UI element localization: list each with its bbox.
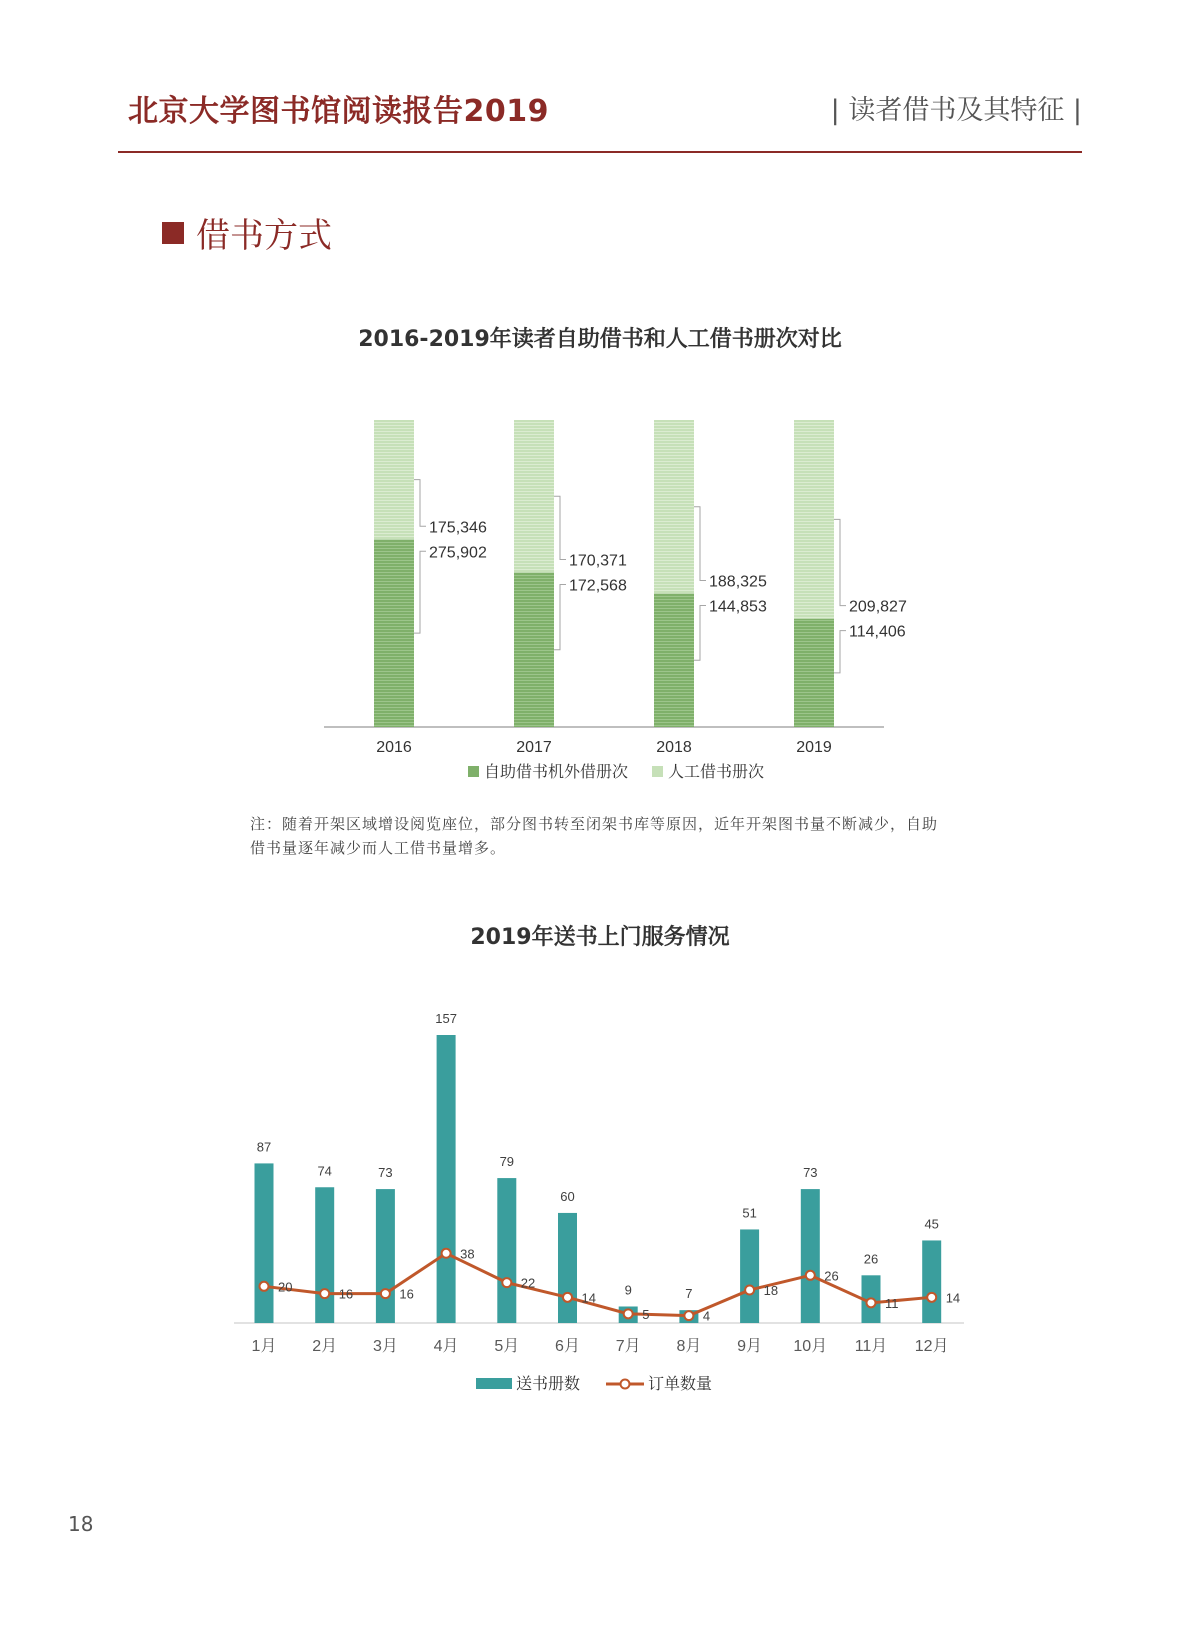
chart1-bar-manual-2017 xyxy=(514,420,554,573)
chart2-orders-point-2 xyxy=(320,1289,329,1298)
chart2-orders-label-3: 16 xyxy=(399,1286,414,1302)
chart2-xtick-4: 4月 xyxy=(433,1338,459,1355)
chart1-legend-swatch-manual xyxy=(652,766,663,777)
chart2-bar-label-3: 73 xyxy=(378,1165,393,1181)
chart2-orders-point-6 xyxy=(563,1293,572,1302)
chart1-xtick-2017: 2017 xyxy=(516,739,552,756)
chart2-bar-label-5: 79 xyxy=(499,1154,515,1170)
chart2-bar-label-8: 7 xyxy=(685,1286,693,1302)
chart1-xtick-2018: 2018 xyxy=(656,739,692,756)
chart1-label-self-2017: 172,568 xyxy=(569,577,627,595)
chart1-label-manual-2019: 209,827 xyxy=(849,598,907,616)
chart2-orders-label-11: 11 xyxy=(885,1295,899,1311)
chart2-xtick-11: 11月 xyxy=(854,1338,888,1355)
report-title: 北京大学图书馆阅读报告2019 xyxy=(128,94,549,129)
chart2-bar-label-2: 74 xyxy=(317,1163,332,1179)
chart1-xtick-2016: 2016 xyxy=(376,739,412,756)
chart2-orders-point-5 xyxy=(502,1278,511,1287)
chart2-xtick-2: 2月 xyxy=(312,1338,338,1355)
chart2-orders-label-8: 4 xyxy=(702,1308,711,1324)
chart2-orders-point-11 xyxy=(867,1298,876,1307)
chart2-orders-label-12: 14 xyxy=(945,1290,961,1306)
chart1-leader-self-2016 xyxy=(414,551,426,633)
chart2-bar-label-4: 157 xyxy=(435,1011,457,1026)
chart2-xtick-12: 12月 xyxy=(914,1338,949,1355)
chart1-label-self-2019: 114,406 xyxy=(849,623,906,641)
chart2-legend-swatch-books xyxy=(476,1378,512,1389)
chart2-orders-label-2: 16 xyxy=(338,1286,354,1302)
chart1-legend-swatch-self xyxy=(468,766,479,777)
chart2-orders-point-4 xyxy=(442,1249,451,1258)
chart1-xtick-2019: 2019 xyxy=(796,739,832,756)
chart2-xtick-3: 3月 xyxy=(372,1338,398,1355)
chart2-bar-12 xyxy=(922,1240,941,1323)
chart2-orders-point-10 xyxy=(806,1271,815,1280)
chart2-bar-label-9: 51 xyxy=(742,1205,757,1221)
chart1-leader-manual-2016 xyxy=(414,480,426,527)
chart2-orders-line xyxy=(264,1253,932,1315)
chart2-bar-label-12: 45 xyxy=(924,1216,939,1232)
chart2-orders-point-12 xyxy=(927,1293,936,1302)
chart2-bar-3 xyxy=(376,1189,395,1323)
chart1-leader-self-2017 xyxy=(554,585,566,650)
chart2-xtick-9: 9月 xyxy=(737,1338,763,1355)
chart1-label-manual-2016: 175,346 xyxy=(429,519,487,537)
chart2-legend-orders: 订单数量 xyxy=(648,1376,713,1393)
chart2-orders-label-6: 14 xyxy=(581,1290,596,1306)
chart1-note: 注：随着开架区域增设阅览座位，部分图书转至闭架书库等原因，近年开架图书量不断减少，自助借书量逐年减少而人工借书量增多。 xyxy=(250,815,939,857)
chart2-xtick-7: 7月 xyxy=(615,1338,641,1355)
chart2-orders-point-7 xyxy=(624,1309,633,1318)
chart2-orders-point-8 xyxy=(684,1311,693,1320)
chart2-xtick-5: 5月 xyxy=(494,1338,520,1355)
chart2-xtick-1: 1月 xyxy=(251,1338,277,1355)
chart2-bar-4 xyxy=(437,1035,456,1323)
chart1-label-self-2016: 275,902 xyxy=(429,544,487,562)
chart1-leader-manual-2018 xyxy=(694,507,706,581)
chart2-bar-10 xyxy=(801,1189,820,1323)
chart1-bar-self-2018 xyxy=(654,594,694,727)
chart2-legend-marker-orders xyxy=(621,1380,630,1389)
chart2-bar-label-11: 26 xyxy=(863,1251,879,1267)
chart1-title: 2016-2019年读者自助借书和人工借书册次对比 xyxy=(358,327,842,352)
page-number: 18 xyxy=(68,1512,94,1536)
chart2-xtick-8: 8月 xyxy=(676,1338,702,1355)
chart2-orders-point-3 xyxy=(381,1289,390,1298)
chart2-bar-label-1: 87 xyxy=(256,1139,272,1155)
chart1-bar-self-2019 xyxy=(794,619,834,727)
chart1-bar-manual-2019 xyxy=(794,420,834,619)
chart2-xtick-10: 10月 xyxy=(793,1338,828,1355)
chart2-legend-books: 送书册数 xyxy=(516,1376,581,1393)
chart1-leader-manual-2019 xyxy=(834,519,846,605)
section-title: 借书方式 xyxy=(196,216,332,256)
chart2-orders-point-1 xyxy=(260,1282,269,1291)
chart2-bar-1 xyxy=(255,1163,274,1323)
chart1-bar-self-2016 xyxy=(374,539,414,727)
chart1-label-manual-2017: 170,371 xyxy=(569,552,627,570)
section-header: | 读者借书及其特征 | xyxy=(830,95,1082,126)
chart2-orders-label-4: 38 xyxy=(460,1246,475,1262)
chart1-bar-manual-2016 xyxy=(374,420,414,539)
chart2-orders-label-10: 26 xyxy=(824,1268,839,1284)
chart2-orders-label-9: 18 xyxy=(763,1282,779,1298)
chart1-label-manual-2018: 188,325 xyxy=(709,573,767,591)
chart2-orders-point-9 xyxy=(745,1285,754,1294)
chart2-bar-label-10: 73 xyxy=(803,1165,818,1181)
chart1-bar-manual-2018 xyxy=(654,420,694,594)
chart1-legend-self: 自助借书机外借册次 xyxy=(484,764,629,781)
chart1-legend-manual: 人工借书册次 xyxy=(668,764,765,781)
chart2-bar-label-7: 9 xyxy=(624,1282,632,1298)
chart1-bar-self-2017 xyxy=(514,573,554,727)
chart2-bar-5 xyxy=(497,1178,516,1323)
chart2-bar-label-6: 60 xyxy=(560,1188,575,1204)
chart1-leader-self-2018 xyxy=(694,606,706,661)
chart2-xtick-6: 6月 xyxy=(555,1338,580,1355)
chart2-orders-label-7: 5 xyxy=(642,1306,650,1322)
chart2-bar-2 xyxy=(315,1187,334,1323)
chart2-bar-9 xyxy=(740,1229,759,1323)
chart2-title: 2019年送书上门服务情况 xyxy=(470,925,730,950)
chart2-orders-label-1: 20 xyxy=(278,1279,293,1295)
chart2-bar-6 xyxy=(558,1213,577,1323)
chart1-label-self-2018: 144,853 xyxy=(709,598,767,616)
chart1-leader-self-2019 xyxy=(834,631,846,673)
chart2-orders-label-5: 22 xyxy=(520,1275,536,1291)
chart1-leader-manual-2017 xyxy=(554,496,566,559)
